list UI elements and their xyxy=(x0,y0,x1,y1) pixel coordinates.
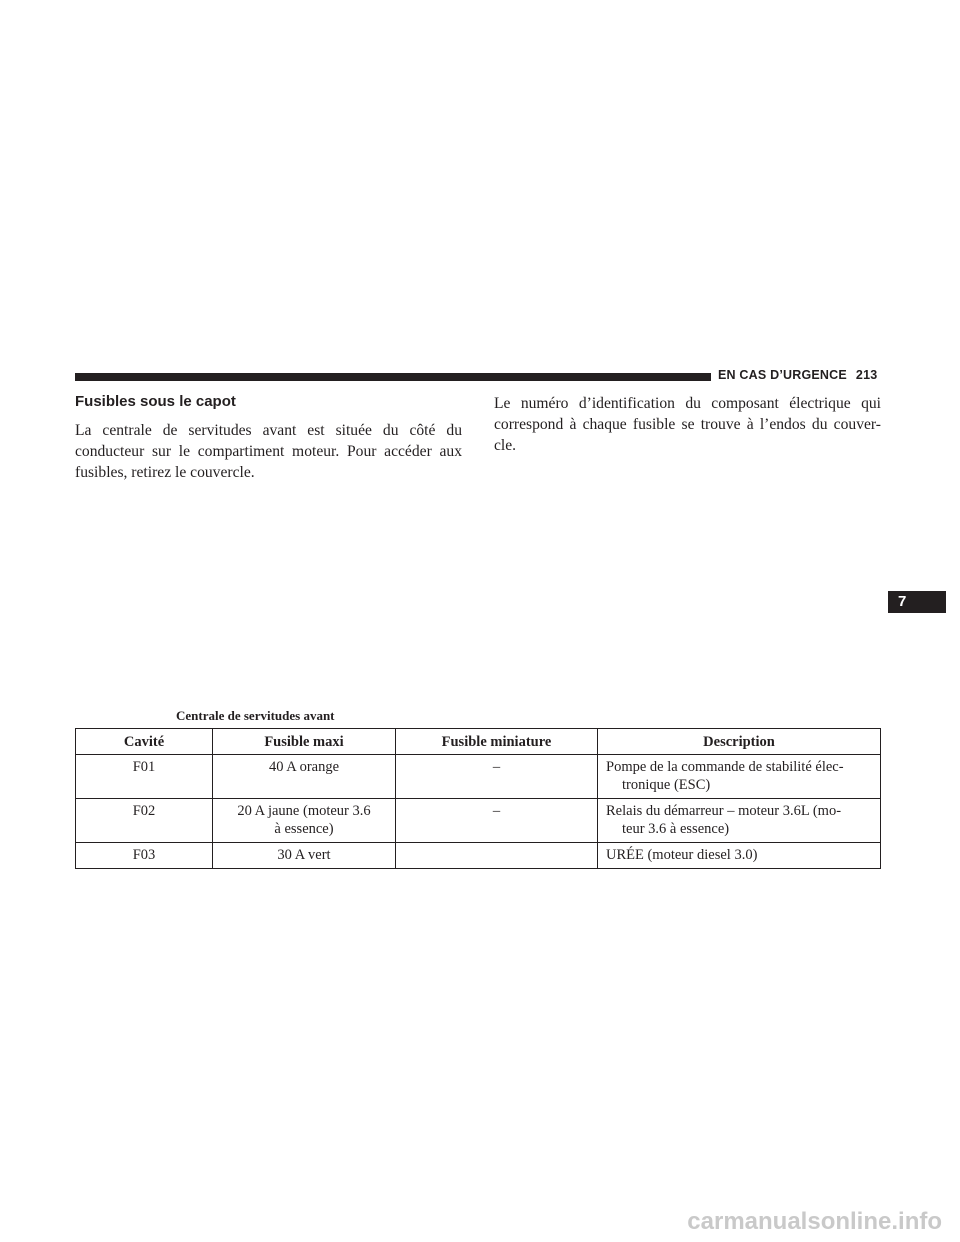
header-section-title: EN CAS D’URGENCE xyxy=(718,368,847,382)
description-cell xyxy=(598,799,881,843)
mini-fuse-cell xyxy=(396,843,598,869)
description-line: URÉE (moteur diesel 3.0) xyxy=(606,847,758,863)
running-header xyxy=(718,368,877,382)
column-header-cavity: Cavité xyxy=(76,729,213,755)
table-caption: Centrale de servitudes avant xyxy=(176,708,335,723)
cavity-cell: F03 xyxy=(76,843,213,869)
table-row xyxy=(76,755,881,799)
table-header-row xyxy=(76,729,881,755)
cavity-cell: F02 xyxy=(76,799,213,843)
mini-fuse-cell: – xyxy=(396,755,598,799)
maxi-fuse-cell xyxy=(213,755,396,799)
column-header-maxi-fuse: Fusible maxi xyxy=(213,729,396,755)
watermark: carmanualsonline.info xyxy=(687,1208,942,1235)
section-title: Fusibles sous le capot xyxy=(75,393,236,410)
description-cell xyxy=(598,843,881,869)
description-line: tronique (ESC) xyxy=(622,777,711,793)
intro-paragraph: La centrale de servitudes avant est située du côté du conducteur sur le compartiment moteur. Pour accéder aux fusibles, retirez le couvercle. xyxy=(75,422,462,481)
maxi-fuse-text: 40 A orange xyxy=(268,759,340,775)
maxi-fuse-cell xyxy=(213,843,396,869)
column-header-description: Description xyxy=(598,729,881,755)
identification-paragraph: Le numéro d’identification du composant électrique qui correspond à chaque fusible se trouve à l’endos du couver-cle. xyxy=(494,395,881,454)
maxi-fuse-cell xyxy=(213,799,396,843)
description-line: Pompe de la commande de stabilité élec- xyxy=(606,759,844,775)
page-number: 213 xyxy=(855,368,878,382)
fuse-table xyxy=(75,728,881,869)
maxi-fuse-text: à essence) xyxy=(274,821,334,837)
column-header-mini-fuse: Fusible miniature xyxy=(396,729,598,755)
maxi-fuse-text: 30 A vert xyxy=(277,847,331,863)
mini-fuse-cell: – xyxy=(396,799,598,843)
description-line: teur 3.6 à essence) xyxy=(622,821,730,837)
header-rule xyxy=(75,373,711,381)
description-line: Relais du démarreur – moteur 3.6L (mo- xyxy=(606,803,842,819)
cavity-cell: F01 xyxy=(76,755,213,799)
maxi-fuse-text: 20 A jaune (moteur 3.6 xyxy=(237,803,371,819)
description-cell xyxy=(598,755,881,799)
table-row xyxy=(76,799,881,843)
chapter-tab: 7 xyxy=(888,591,946,613)
table-row xyxy=(76,843,881,869)
